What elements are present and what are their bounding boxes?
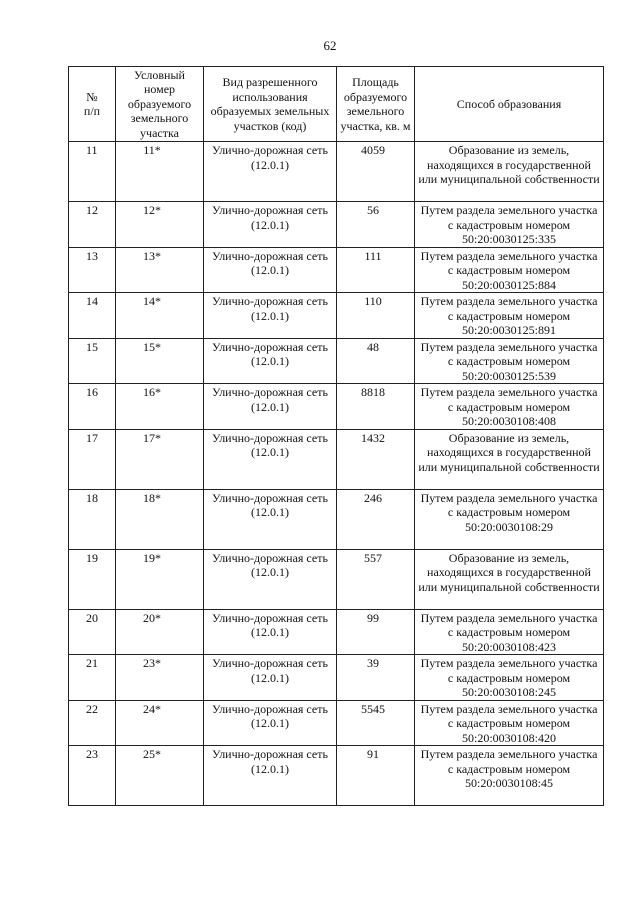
table-header [69,67,604,142]
table-row [69,655,604,701]
formation-method-cell: Путем раздела земельного участка с кадастровым номером 50:20:0030108:408 [415,384,604,430]
table-row [69,549,604,609]
formation-method-cell: Образование из земель, находящихся в государственной или муниципальной собственности [415,142,604,202]
permitted-use-cell: Улично-дорожная сеть (12.0.1) [204,489,337,549]
conditional-number-cell: 20* [116,609,204,655]
conditional-number-cell: 24* [116,700,204,746]
conditional-number-cell: 17* [116,429,204,489]
row-number-cell: 14 [69,293,116,339]
permitted-use-cell: Улично-дорожная сеть (12.0.1) [204,384,337,430]
formation-method-cell: Путем раздела земельного участка с кадастровым номером 50:20:0030108:420 [415,700,604,746]
conditional-number-cell: 16* [116,384,204,430]
area-cell: 8818 [337,384,415,430]
header-conditional-number: Условный номер образуемого земельного участка [116,67,204,142]
table-row [69,384,604,430]
permitted-use-cell: Улично-дорожная сеть (12.0.1) [204,746,337,806]
conditional-number-cell: 11* [116,142,204,202]
header-number: № п/п [69,67,116,142]
area-cell: 4059 [337,142,415,202]
table-row [69,429,604,489]
conditional-number-cell: 23* [116,655,204,701]
permitted-use-cell: Улично-дорожная сеть (12.0.1) [204,293,337,339]
formation-method-cell: Образование из земель, находящихся в государственной или муниципальной собственности [415,429,604,489]
permitted-use-cell: Улично-дорожная сеть (12.0.1) [204,247,337,293]
permitted-use-cell: Улично-дорожная сеть (12.0.1) [204,609,337,655]
row-number-cell: 12 [69,202,116,248]
formation-method-cell: Путем раздела земельного участка с кадастровым номером 50:20:0030108:45 [415,746,604,806]
row-number-cell: 22 [69,700,116,746]
area-cell: 56 [337,202,415,248]
table-body [69,142,604,806]
area-cell: 1432 [337,429,415,489]
formation-method-cell: Путем раздела земельного участка с кадастровым номером 50:20:0030125:335 [415,202,604,248]
area-cell: 557 [337,549,415,609]
permitted-use-cell: Улично-дорожная сеть (12.0.1) [204,700,337,746]
formation-method-cell: Путем раздела земельного участка с кадастровым номером 50:20:0030125:891 [415,293,604,339]
table-row [69,142,604,202]
area-cell: 5545 [337,700,415,746]
permitted-use-cell: Улично-дорожная сеть (12.0.1) [204,549,337,609]
table-row [69,609,604,655]
permitted-use-cell: Улично-дорожная сеть (12.0.1) [204,142,337,202]
conditional-number-cell: 12* [116,202,204,248]
formation-method-cell: Путем раздела земельного участка с кадастровым номером 50:20:0030108:29 [415,489,604,549]
area-cell: 91 [337,746,415,806]
header-formation-method: Способ образования [415,67,604,142]
conditional-number-cell: 19* [116,549,204,609]
table-row [69,746,604,806]
conditional-number-cell: 14* [116,293,204,339]
table-row [69,700,604,746]
formation-method-cell: Путем раздела земельного участка с кадастровым номером 50:20:0030125:884 [415,247,604,293]
conditional-number-cell: 13* [116,247,204,293]
table-row [69,338,604,384]
conditional-number-cell: 25* [116,746,204,806]
permitted-use-cell: Улично-дорожная сеть (12.0.1) [204,338,337,384]
row-number-cell: 20 [69,609,116,655]
area-cell: 111 [337,247,415,293]
formation-method-cell: Путем раздела земельного участка с кадастровым номером 50:20:0030108:245 [415,655,604,701]
table-row [69,247,604,293]
permitted-use-cell: Улично-дорожная сеть (12.0.1) [204,655,337,701]
page-number: 62 [323,38,337,53]
row-number-cell: 16 [69,384,116,430]
conditional-number-cell: 18* [116,489,204,549]
area-cell: 110 [337,293,415,339]
permitted-use-cell: Улично-дорожная сеть (12.0.1) [204,429,337,489]
row-number-cell: 15 [69,338,116,384]
row-number-cell: 11 [69,142,116,202]
area-cell: 48 [337,338,415,384]
area-cell: 246 [337,489,415,549]
table-row [69,202,604,248]
area-cell: 99 [337,609,415,655]
row-number-cell: 21 [69,655,116,701]
formation-method-cell: Путем раздела земельного участка с кадастровым номером 50:20:0030108:423 [415,609,604,655]
formation-method-cell: Путем раздела земельного участка с кадастровым номером 50:20:0030125:539 [415,338,604,384]
row-number-cell: 13 [69,247,116,293]
header-row [69,67,604,142]
header-permitted-use: Вид разрешенного использования образуемых земельных участков (код) [204,67,337,142]
land-plots-table [68,66,604,806]
row-number-cell: 17 [69,429,116,489]
area-cell: 39 [337,655,415,701]
row-number-cell: 23 [69,746,116,806]
permitted-use-cell: Улично-дорожная сеть (12.0.1) [204,202,337,248]
row-number-cell: 19 [69,549,116,609]
table-row [69,489,604,549]
table-row [69,293,604,339]
conditional-number-cell: 15* [116,338,204,384]
row-number-cell: 18 [69,489,116,549]
header-area: Площадь образуемого земельного участка, кв. м [337,67,415,142]
formation-method-cell: Образование из земель, находящихся в государственной или муниципальной собственности [415,549,604,609]
